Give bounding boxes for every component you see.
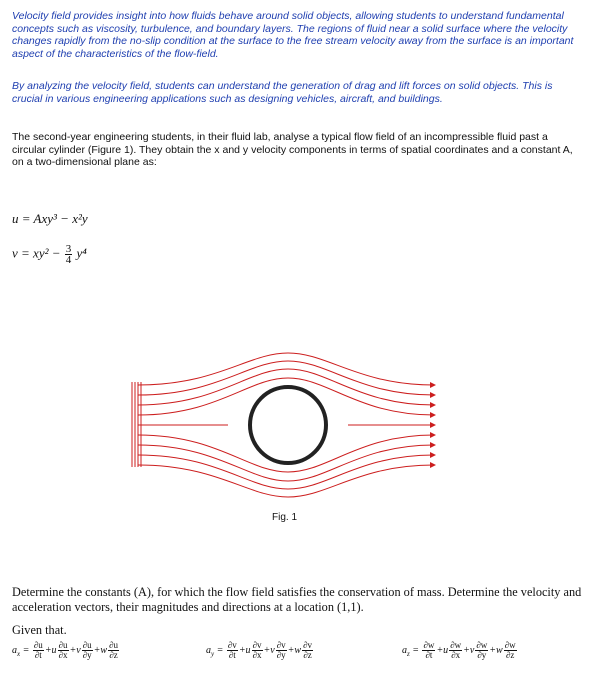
fraction (108, 641, 119, 660)
fraction (422, 641, 435, 660)
acceleration-z-equation: $a_z$ = $\frac{\partial w}{\partial t}$ +u $\frac{\partial w}{\partial x}$ +v $\frac{\partial w}{\partial y}$ +w $\frac{\partial w}{\partial z}$ (402, 640, 516, 660)
acceleration-y-equation: $a_y$ = $\frac{\partial v}{\partial t}$ +u $\frac{\partial v}{\partial x}$ +v $\frac{\partial v}{\partial y}$ +w $\frac{\partial v}{\partial z}$ (206, 640, 313, 660)
ax-symbol: a (12, 644, 17, 656)
task-text: Determine the constants (A), for which the flow field satisfies the conservation of mass. Determine the velocity and acceleration vectors, their magnitudes and directions at a location (1,1). (12, 585, 582, 614)
fraction (82, 641, 93, 660)
fraction-denominator: ∂y (276, 650, 286, 660)
fraction (276, 641, 287, 660)
equation-v (12, 244, 87, 265)
ay-subscript: y (211, 649, 215, 658)
outlet-arrows (430, 382, 436, 468)
equation-v-fraction (65, 244, 73, 265)
fraction-numerator: ∂w (476, 640, 488, 650)
fraction-numerator: ∂v (303, 640, 313, 650)
fraction-denominator: ∂y (477, 650, 487, 660)
flow-figure (128, 345, 448, 505)
fraction-denominator: ∂z (303, 650, 312, 660)
fraction (252, 641, 263, 660)
fraction-denominator: ∂x (451, 650, 461, 660)
fraction (475, 641, 488, 660)
fraction (449, 641, 462, 660)
equation-u: u = Axy³ − x²y (12, 211, 88, 226)
intro-paragraph-1: Velocity field provides insight into how fluids behave around solid objects, allowing students to understand fundamental concepts such as viscosity, turbulence, and boundary layers. The regions of fluid near a solid surface where the velocity changes rapidly from the no-slip condition at the surface to the free stream velocity away from the surface is an important aspect of the characteristics of the flow-field. (12, 10, 574, 60)
equation-v-left: v = xy² − (12, 245, 61, 261)
fraction-numerator: ∂v (252, 640, 262, 650)
fraction-numerator: ∂u (33, 640, 43, 650)
acceleration-x-equation: $a_x$ = $\frac{\partial u}{\partial t}$ +u $\frac{\partial u}{\partial x}$ +v $\frac{\partial u}{\partial y}$ +w $\frac{\partial u}{\partial z}$ (12, 640, 119, 660)
ax-subscript: x (17, 649, 21, 658)
fraction-numerator: ∂w (423, 640, 435, 650)
fraction-denominator: ∂z (505, 650, 515, 660)
fraction-denominator: ∂t (228, 650, 236, 660)
fraction (504, 641, 517, 660)
fraction (227, 641, 238, 660)
cylinder (250, 387, 326, 463)
fraction-denominator: ∂x (58, 650, 68, 660)
fraction-numerator: ∂u (58, 640, 68, 650)
intro-paragraph-2: By analyzing the velocity field, students can understand the generation of drag and lift forces on solid objects. This is crucial in various engineering applications such as designing vehicles, aircraft, and buildings. (12, 80, 553, 105)
fraction-denominator: ∂y (82, 650, 92, 660)
fraction (33, 641, 44, 660)
fraction-denominator: 4 (65, 254, 72, 266)
fraction-denominator: ∂x (252, 650, 262, 660)
fraction-denominator: ∂z (109, 650, 118, 660)
fraction-numerator: ∂u (82, 640, 92, 650)
fraction-numerator: ∂v (276, 640, 286, 650)
figure-caption: Fig. 1 (272, 512, 298, 523)
fraction-denominator: ∂t (425, 650, 433, 660)
fraction-numerator: ∂v (227, 640, 237, 650)
ay-symbol: a (206, 644, 211, 656)
az-symbol: a (402, 644, 407, 656)
problem-statement: The second-year engineering students, in their fluid lab, analyse a typical flow field of an incompressible fluid past a circular cylinder (Figure 1). They obtain the x and y velocity components in terms of spatial coordinates and a constant A, on a two-dimensional plane as: (12, 131, 573, 169)
given-text: Given that. (12, 623, 67, 637)
fraction (58, 641, 69, 660)
az-subscript: z (407, 649, 410, 658)
fraction (302, 641, 313, 660)
fraction-numerator: 3 (65, 243, 72, 255)
fraction-numerator: ∂w (504, 640, 516, 650)
fraction-denominator: ∂t (34, 650, 42, 660)
equation-v-right: y⁴ (76, 245, 87, 261)
fraction-numerator: ∂w (450, 640, 462, 650)
fraction-numerator: ∂u (109, 640, 119, 650)
